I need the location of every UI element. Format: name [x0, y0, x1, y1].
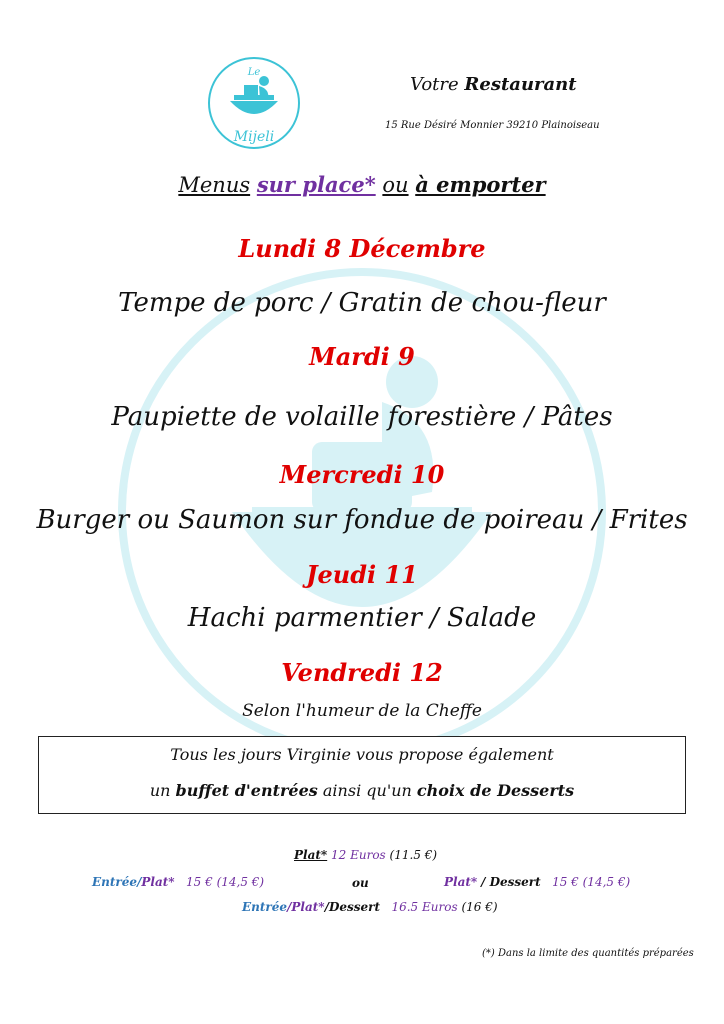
price-full-alt: (16 €)	[461, 900, 498, 914]
day-wednesday: Mercredi 10	[279, 460, 445, 489]
heading-ou: ou	[382, 173, 409, 197]
price-plat-value: 12 Euros	[331, 848, 386, 862]
price-entree-plat	[92, 875, 264, 889]
heading-sur-place: sur place*	[256, 172, 376, 197]
price-plat-dessert	[444, 875, 630, 889]
price-full-entree: Entrée	[242, 900, 288, 914]
price-entree-plat-label: Plat*	[141, 875, 175, 889]
logo-word-bottom: Mijeli	[233, 129, 275, 145]
price-entree-plat-value: 15 € (14,5 €)	[186, 875, 265, 889]
price-plat-dessert-label: Plat*	[444, 875, 478, 889]
dish-friday: Selon l'humeur de la Cheffe	[242, 701, 482, 721]
heading-a-emporter: à emporter	[415, 172, 546, 197]
day-monday: Lundi 8 Décembre	[238, 234, 486, 263]
title-name: Restaurant	[464, 74, 577, 95]
price-plat	[294, 848, 437, 862]
menus-heading	[0, 172, 724, 197]
footnote: (*) Dans la limite des quantités préparées	[482, 948, 694, 959]
price-entree-label: Entrée/	[92, 875, 142, 889]
buffet-notice	[38, 736, 686, 814]
price-plat-label: Plat*	[294, 848, 328, 862]
day-tuesday: Mardi 9	[309, 342, 415, 371]
title-prefix: Votre	[410, 74, 459, 95]
notice-un: un	[149, 781, 171, 800]
price-dessert-label: / Dessert	[481, 875, 541, 889]
heading-menus: Menus	[178, 173, 251, 197]
price-full-menu	[242, 900, 498, 914]
notice-buffet: buffet d'entrées	[175, 781, 318, 800]
dish-wednesday: Burger ou Saumon sur fondue de poireau / Frites	[36, 505, 688, 535]
dish-thursday: Hachi parmentier / Salade	[187, 603, 537, 633]
day-thursday: Jeudi 11	[306, 560, 418, 589]
dish-monday: Tempe de porc / Gratin de chou-fleur	[118, 288, 606, 318]
day-friday: Vendredi 12	[281, 658, 443, 687]
mijeli-logo	[206, 55, 302, 151]
price-full-dessert: /Dessert	[324, 900, 381, 914]
price-plat-dessert-value: 15 € (14,5 €)	[552, 875, 631, 889]
logo-word-top: Le	[247, 67, 261, 78]
price-full-value: 16.5 Euros	[391, 900, 458, 914]
notice-desserts: choix de Desserts	[416, 781, 575, 800]
price-full-plat: /Plat*	[287, 900, 325, 914]
price-plat-alt: (11.5 €)	[389, 848, 438, 862]
restaurant-address: 15 Rue Désiré Monnier 39210 Plainoiseau	[385, 120, 600, 131]
dish-tuesday: Paupiette de volaille forestière / Pâtes	[111, 402, 613, 432]
notice-line-1: Tous les jours Virginie vous propose également	[170, 745, 554, 764]
price-ou: ou	[352, 876, 369, 890]
notice-line-2	[39, 781, 685, 800]
notice-ainsi: ainsi qu'un	[322, 781, 412, 800]
restaurant-title	[410, 74, 577, 95]
